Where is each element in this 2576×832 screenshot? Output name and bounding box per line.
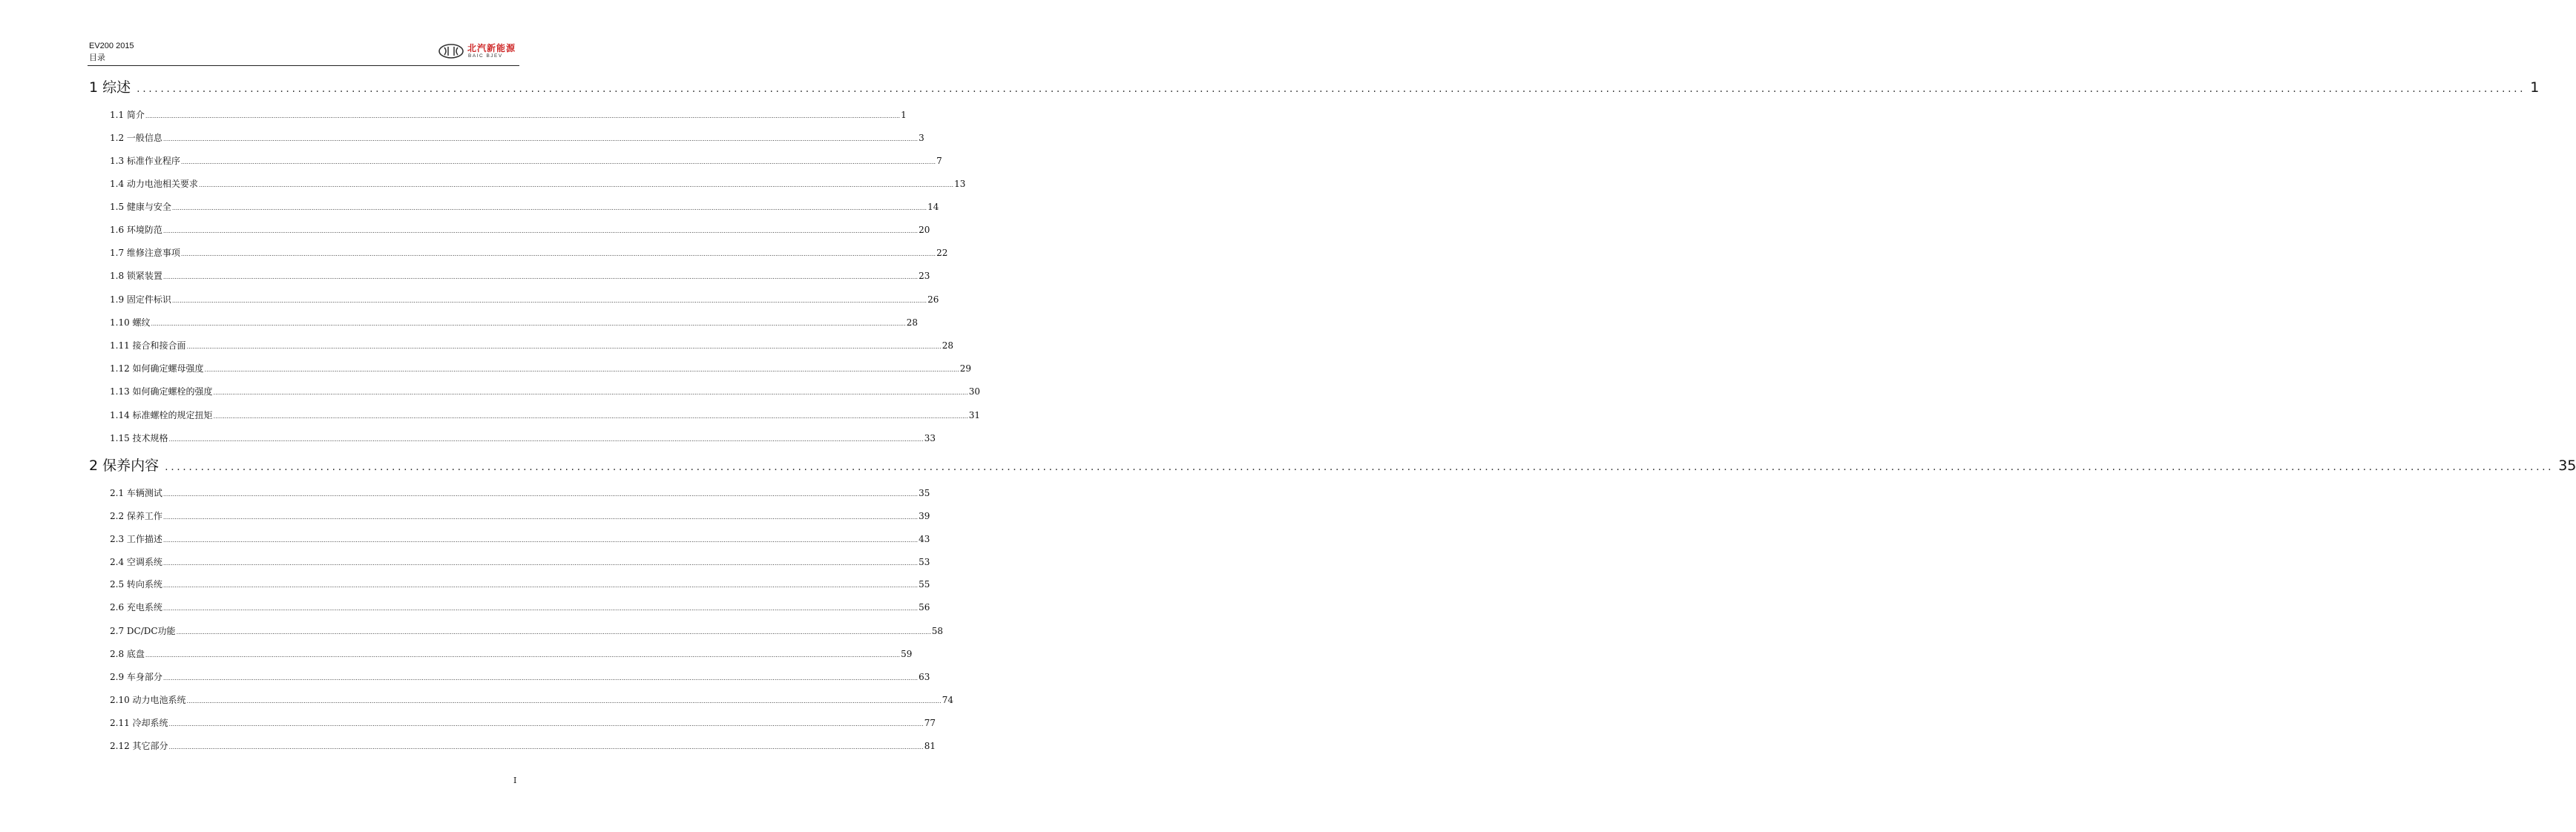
toc-entry-page: 81 <box>924 741 936 751</box>
toc-entry-page: 53 <box>919 557 930 567</box>
toc-entry-label: 2.2 保养工作 <box>110 511 162 521</box>
toc-entry-page: 28 <box>906 317 919 328</box>
toc-entry-label: 2.1 车辆测试 <box>110 488 162 498</box>
toc-section-entry[interactable] <box>110 155 942 168</box>
toc-entry-page: 22 <box>936 248 948 258</box>
toc-leader-dots: ................................................................................................................................................................................................................................................................................................................................................................................................................ <box>162 537 919 544</box>
toc-entry-page: 33 <box>924 433 936 443</box>
toc-leader-dots: ................................................................................................................................................................................................................................................................................................................................................................................................................ <box>162 675 919 681</box>
toc-entry-label: 2.10 动力电池系统 <box>110 695 186 705</box>
toc-leader-dots: ................................................................................................................................................................................................................................................................................................................................................................................................................ <box>162 605 919 612</box>
toc-section-entry[interactable] <box>110 386 981 399</box>
toc-leader-dots: ................................................................................................................................................................................................................................................................................................................................................................................................................ <box>162 136 919 142</box>
toc-entry-page: 39 <box>919 511 930 521</box>
toc-leader-dots: ................................................................................................................................................................................................................................................................................................................................................................................................................ <box>145 652 901 658</box>
toc-entry-label: 2.7 DC/DC功能 <box>110 626 176 636</box>
toc-leader-dots: ................................................................................................................................................................................................................................................................................................................................................................................................................ <box>168 436 924 443</box>
toc-section-entry[interactable] <box>110 694 954 707</box>
toc-leader-dots: ................................................................................................................................................................................................................................................................................................................................................................................................................ <box>162 274 919 280</box>
toc-entry-page: 56 <box>919 602 930 613</box>
toc-section-entry[interactable] <box>110 487 930 501</box>
toc-leader-dots: ................................................................................................................................................................................................................................................................................................................................................................................................................ <box>145 113 901 119</box>
toc-section-entry[interactable] <box>110 409 981 423</box>
page-header <box>89 42 519 65</box>
toc-entry-label: 1.11 接合和接合面 <box>110 340 186 351</box>
toc-entry-label: 2.12 其它部分 <box>110 741 168 751</box>
brand-logo <box>438 43 519 61</box>
toc-section-entry[interactable] <box>110 533 930 547</box>
toc-entry-label: 1 综述 <box>89 79 131 96</box>
toc-entry-page: 77 <box>924 718 936 728</box>
bjev-logo-icon <box>438 43 464 59</box>
toc-section-entry[interactable] <box>110 201 939 214</box>
toc-entry-label: 1.2 一般信息 <box>110 133 162 143</box>
toc-entry-label: 1.8 锁紧装置 <box>110 271 162 281</box>
toc-section-entry[interactable] <box>110 294 939 307</box>
toc-section-entry[interactable] <box>110 717 936 730</box>
toc-entry-label: 1.12 如何确定螺母强度 <box>110 363 204 374</box>
toc-leader-dots: ................................................................................................................................................................................................................................................................................................................................................................................................................ <box>180 251 936 257</box>
toc-leader-dots: ................................................................................................................................................................................................................................................................................................................................................................................................................ <box>198 182 954 188</box>
toc-entry-page: 35 <box>2558 458 2576 474</box>
toc-entry-label: 2.8 底盘 <box>110 649 145 659</box>
toc-entry-page: 58 <box>931 626 944 636</box>
toc-entry-page: 14 <box>927 202 939 212</box>
toc-section-entry[interactable] <box>110 109 907 122</box>
toc-section-entry[interactable] <box>110 601 930 615</box>
toc-entry-page: 30 <box>968 386 981 397</box>
toc-entry-page: 1 <box>2530 79 2540 96</box>
toc-section-entry[interactable] <box>110 556 930 569</box>
toc-entry-label: 1.15 技术规格 <box>110 433 168 443</box>
toc-entry-page: 7 <box>936 156 942 166</box>
toc-entry-page: 13 <box>954 179 966 189</box>
toc-leader-dots: ................................................................................................................................................................................................................................................................................................................................................................................................................ <box>186 698 942 704</box>
toc-leader-dots: ................................................................................................................................................................................................................................................................................................................................................................................................................ <box>151 320 906 327</box>
toc-entry-label: 2.6 充电系统 <box>110 602 162 613</box>
toc-section-entry[interactable] <box>110 578 930 592</box>
toc-section-entry[interactable] <box>110 671 930 684</box>
toc-section-entry[interactable] <box>110 132 924 145</box>
toc-chapter-entry[interactable] <box>89 79 2540 98</box>
toc-section-entry[interactable] <box>110 270 930 283</box>
toc-section-entry[interactable] <box>110 740 936 753</box>
toc-leader-dots: ................................................................................................................................................................................................................................................................................................................................................................................................................ <box>213 389 968 396</box>
toc-section-entry[interactable] <box>110 363 972 376</box>
logo-subtext: BAIC BJEV <box>468 53 503 59</box>
toc-entry-label: 2 保养内容 <box>89 458 160 474</box>
section-name: 目录 <box>89 53 105 62</box>
toc-entry-label: 1.1 简介 <box>110 110 145 120</box>
toc-entry-page: 3 <box>919 133 924 143</box>
toc-leader-dots: ................................................................................................................................................................................................................................................................................................................................................................................................................ <box>162 491 919 498</box>
toc-entry-label: 1.7 维修注意事项 <box>110 248 180 258</box>
toc-entry-label: 2.5 转向系统 <box>110 579 162 590</box>
toc-chapter-entry[interactable] <box>89 457 2576 476</box>
toc-entry-label: 2.4 空调系统 <box>110 557 162 567</box>
toc-entry-page: 55 <box>919 579 930 590</box>
toc-leader-dots: ................................................................................................................................................................................................................................................................................................................................................................................................................ <box>162 582 919 589</box>
toc-section-entry[interactable] <box>110 178 966 191</box>
toc-leader-dots: ................................................................................................................................................................................................................................................................................................................................................................................................................ <box>162 514 919 521</box>
toc-entry-page: 63 <box>919 672 930 682</box>
toc-leader-dots: ................................................................................................................................................................................................................................................................................................................................................................................................................ <box>168 744 924 750</box>
toc-leader-dots: ................................................................................................................................................................................................................................................................................................................................................................................................................ <box>180 159 936 165</box>
toc-entry-page: 35 <box>919 488 930 498</box>
toc-leader-dots: ................................................................................................................................................................................................................................................................................................................................................................................................................ <box>162 228 919 234</box>
toc-entry-label: 1.13 如何确定螺栓的强度 <box>110 386 213 397</box>
toc-section-entry[interactable] <box>110 625 944 638</box>
document-title: EV200 2015 <box>89 42 134 50</box>
toc-leader-dots: ................................................................................................................................................................................................................................................................................................................................................................................................................ <box>213 413 968 420</box>
toc-section-entry[interactable] <box>110 648 913 661</box>
toc-entry-page: 43 <box>919 534 930 544</box>
toc-entry-page: 20 <box>919 225 930 235</box>
toc-section-entry[interactable] <box>110 247 948 260</box>
toc-leader-dots: ................................................................................................................................................................................................................................................................................................................................................................................................................ <box>171 297 927 304</box>
toc-entry-label: 2.3 工作描述 <box>110 534 162 544</box>
toc-leader-dots: ................................................................................................................................................................................................................................................................................................................................................................................................................ <box>165 461 2554 473</box>
header-divider <box>88 65 519 66</box>
page-number: I <box>513 776 517 785</box>
toc-leader-dots: ................................................................................................................................................................................................................................................................................................................................................................................................................ <box>162 560 919 567</box>
toc-entry-label: 2.11 冷却系统 <box>110 718 168 728</box>
toc-section-entry[interactable] <box>110 510 930 524</box>
toc-section-entry[interactable] <box>110 432 936 446</box>
toc-entry-page: 59 <box>901 649 913 659</box>
logo-text: 北汽新能源 <box>467 43 516 53</box>
toc-entry-page: 1 <box>901 110 907 120</box>
toc-entry-page: 31 <box>968 410 981 420</box>
toc-entry-page: 26 <box>927 294 939 305</box>
toc-entry-label: 1.14 标准螺栓的规定扭矩 <box>110 410 213 420</box>
toc-leader-dots: ................................................................................................................................................................................................................................................................................................................................................................................................................ <box>186 343 942 350</box>
toc-leader-dots: ................................................................................................................................................................................................................................................................................................................................................................................................................ <box>137 83 2526 95</box>
toc-entry-label: 1.10 螺纹 <box>110 317 151 328</box>
toc-section-entry[interactable] <box>110 224 930 237</box>
toc-leader-dots: ................................................................................................................................................................................................................................................................................................................................................................................................................ <box>171 205 927 211</box>
toc-entry-label: 2.9 车身部分 <box>110 672 162 682</box>
toc-entry-page: 29 <box>959 363 972 374</box>
toc-entry-label: 1.9 固定件标识 <box>110 294 171 305</box>
toc-leader-dots: ................................................................................................................................................................................................................................................................................................................................................................................................................ <box>204 366 959 373</box>
toc-entry-label: 1.3 标准作业程序 <box>110 156 180 166</box>
toc-section-entry[interactable] <box>110 340 954 353</box>
toc-entry-page: 28 <box>942 340 954 351</box>
toc-entry-label: 1.4 动力电池相关要求 <box>110 179 198 189</box>
toc-leader-dots: ................................................................................................................................................................................................................................................................................................................................................................................................................ <box>168 721 924 727</box>
toc-entry-page: 23 <box>919 271 930 281</box>
toc-entry-label: 1.5 健康与安全 <box>110 202 171 212</box>
toc-section-entry[interactable] <box>110 317 919 330</box>
toc-entry-label: 1.6 环境防范 <box>110 225 162 235</box>
toc-entry-page: 74 <box>942 695 954 705</box>
toc-leader-dots: ................................................................................................................................................................................................................................................................................................................................................................................................................ <box>176 629 931 635</box>
